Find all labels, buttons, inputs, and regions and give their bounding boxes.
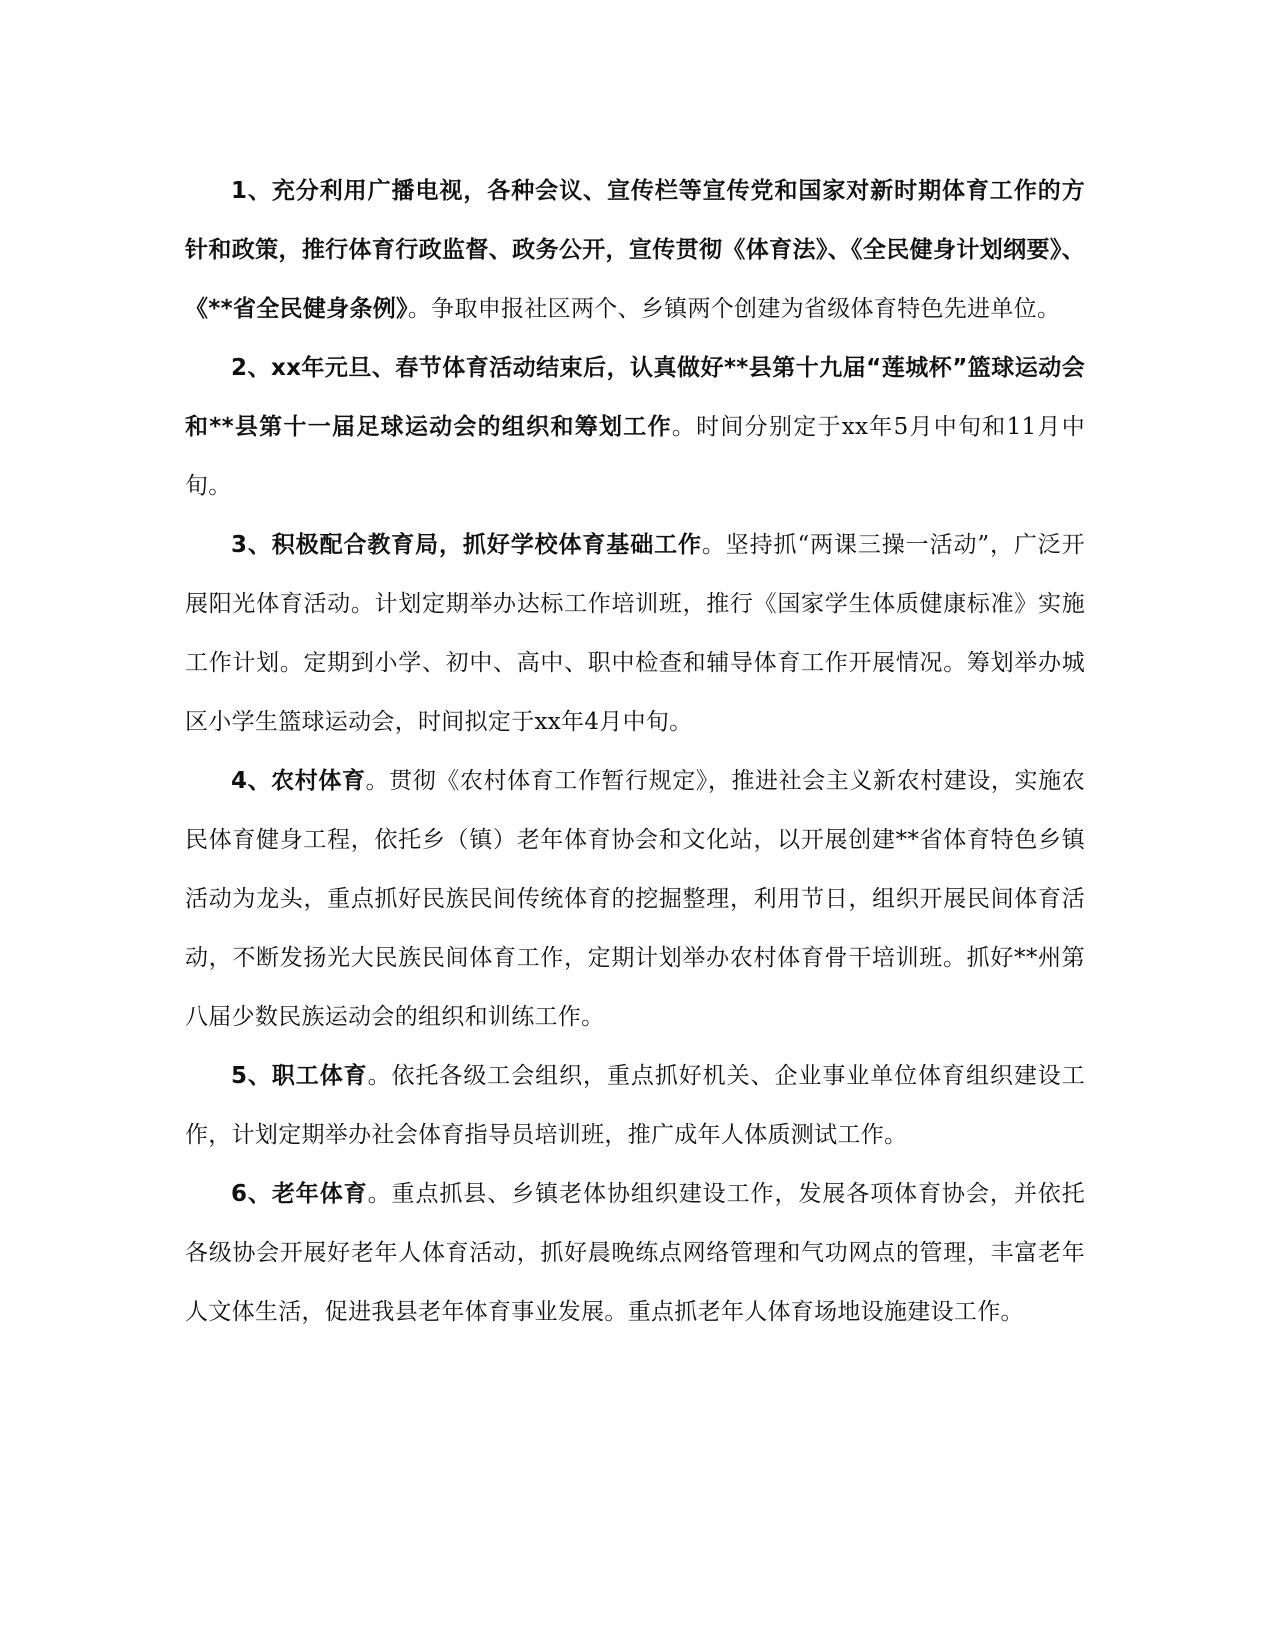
paragraph-3-lead: 3、积极配合教育局，抓好学校体育基础工作 (231, 532, 702, 558)
paragraph-1 (185, 162, 1085, 339)
paragraph-5-lead: 5、职工体育 (231, 1063, 368, 1089)
paragraph-2-body: 。时间分别定于xx年5月中旬和11月中旬。 (185, 414, 1085, 499)
paragraph-5-body: 。依托各级工会组织，重点抓好机关、企业事业单位体育组织建设工作，计划定期举办社会体育指导员培训班，推广成年人体质测试工作。 (185, 1063, 1085, 1148)
paragraph-2-lead: 2、xx年元旦、春节体育活动结束后，认真做好**县第十九届“莲城杯”篮球运动会和**县第十一届足球运动会的组织和筹划工作 (185, 355, 1085, 440)
paragraph-5 (185, 1047, 1085, 1165)
paragraph-6-body: 。重点抓县、乡镇老体协组织建设工作，发展各项体育协会，并依托各级协会开展好老年人体育活动，抓好晨晚练点网络管理和气功网点的管理，丰富老年人文体生活，促进我县老年体育事业发展。重点抓老年人体育场地设施建设工作。 (185, 1181, 1085, 1325)
paragraph-3-body: 。坚持抓“两课三操一活动”，广泛开展阳光体育活动。计划定期举办达标工作培训班，推行《国家学生体质健康标准》实施工作计划。定期到小学、初中、高中、职中检查和辅导体育工作开展情况。筹划举办城区小学生篮球运动会，时间拟定于xx年4月中旬。 (185, 532, 1085, 735)
document-body (185, 162, 1085, 1342)
paragraph-2 (185, 339, 1085, 516)
paragraph-1-lead: 1、充分利用广播电视，各种会议、宣传栏等宣传党和国家对新时期体育工作的方针和政策，推行体育行政监督、政务公开，宣传贯彻《体育法》、《全民健身计划纲要》、《**省全民健身条例》 (185, 178, 1085, 322)
paragraph-1-body: 。争取申报社区两个、乡镇两个创建为省级体育特色先进单位。 (407, 296, 1061, 322)
paragraph-6 (185, 1165, 1085, 1342)
paragraph-4 (185, 752, 1085, 1047)
paragraph-4-lead: 4、农村体育 (231, 768, 366, 794)
paragraph-4-body: 。贯彻《农村体育工作暂行规定》，推进社会主义新农村建设，实施农民体育健身工程，依托乡（镇）老年体育协会和文化站，以开展创建**省体育特色乡镇活动为龙头，重点抓好民族民间传统体育的挖掘整理，利用节日，组织开展民间体育活动，不断发扬光大民族民间体育工作，定期计划举办农村体育骨干培训班。抓好**州第八届少数民族运动会的组织和训练工作。 (185, 768, 1085, 1030)
paragraph-3 (185, 516, 1085, 752)
paragraph-6-lead: 6、老年体育 (231, 1181, 368, 1207)
